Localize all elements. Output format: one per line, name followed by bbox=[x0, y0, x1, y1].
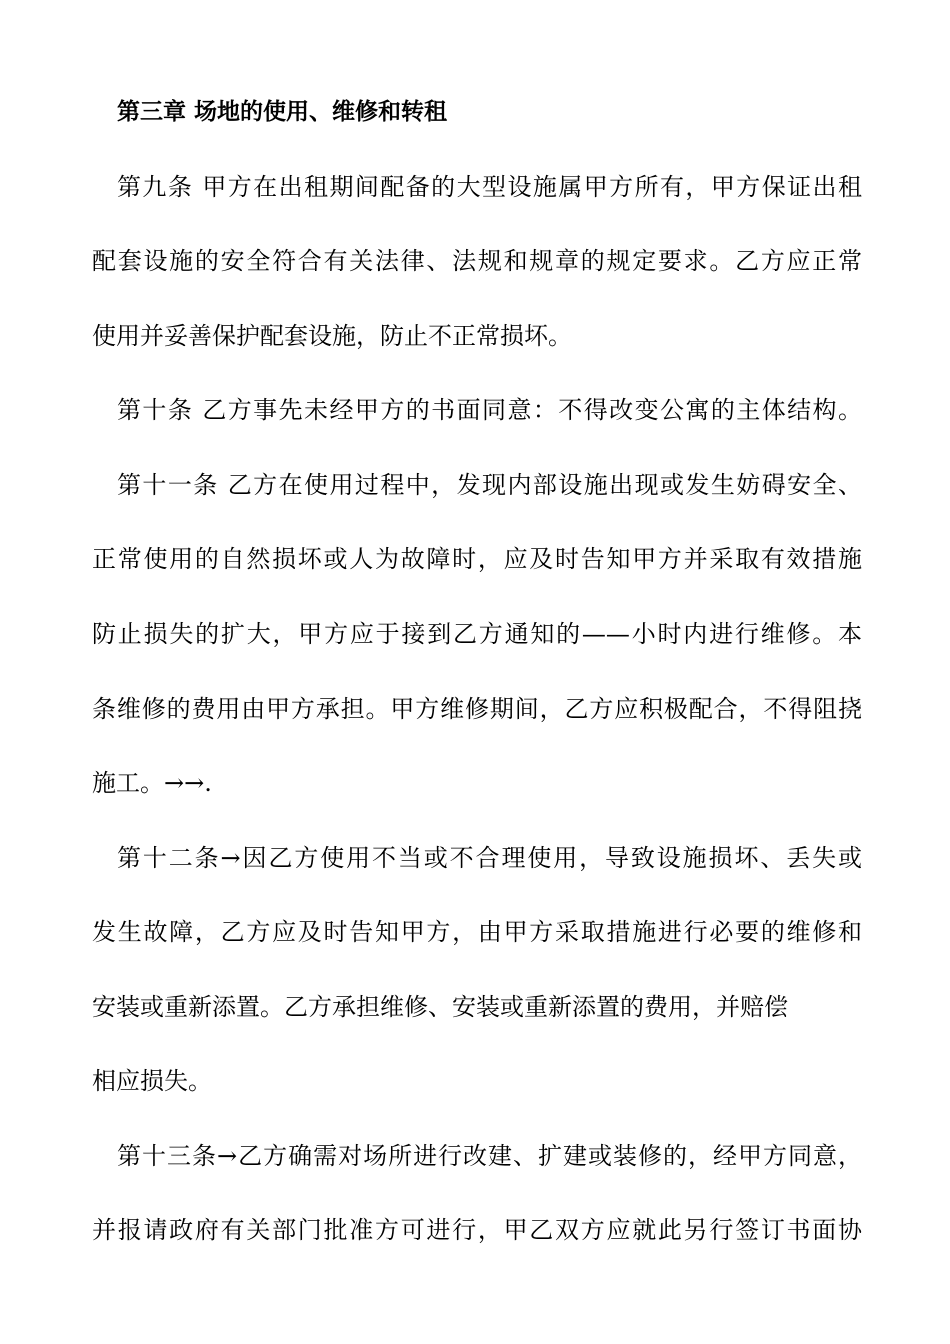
chapter-title: 第三章 场地的使用、维修和转租 bbox=[117, 99, 448, 125]
article-11-line-2: 正常使用的自然损坏或人为故障时，应及时告知甲方并采取有效措施 bbox=[92, 545, 862, 573]
article-12-line-1: 第十二条→因乙方使用不当或不合理使用，导致设施损坏、丢失或 bbox=[117, 844, 862, 872]
article-11-line-4: 条维修的费用由甲方承担。甲方维修期间，乙方应积极配合，不得阻挠 bbox=[92, 695, 862, 723]
article-9-line-2: 配套设施的安全符合有关法律、法规和规章的规定要求。乙方应正常 bbox=[92, 247, 862, 275]
article-12-line-3: 安装或重新添置。乙方承担维修、安装或重新添置的费用，并赔偿 bbox=[92, 993, 788, 1021]
article-12-line-4: 相应损失。 bbox=[92, 1067, 212, 1095]
article-11-line-5: 施工。→→. bbox=[92, 769, 212, 797]
article-13-line-1: 第十三条→乙方确需对场所进行改建、扩建或装修的，经甲方同意， bbox=[117, 1142, 862, 1170]
article-9-line-1: 第九条 甲方在出租期间配备的大型设施属甲方所有，甲方保证出租 bbox=[117, 173, 862, 201]
article-11-line-3: 防止损失的扩大，甲方应于接到乙方通知的——小时内进行维修。本 bbox=[92, 620, 862, 648]
article-10-line-1: 第十条 乙方事先未经甲方的书面同意：不得改变公寓的主体结构。 bbox=[117, 396, 862, 424]
article-12-line-2: 发生故障，乙方应及时告知甲方，由甲方采取措施进行必要的维修和 bbox=[92, 918, 862, 946]
article-9-line-3: 使用并妥善保护配套设施，防止不正常损坏。 bbox=[92, 322, 572, 350]
article-11-line-1: 第十一条 乙方在使用过程中，发现内部设施出现或发生妨碍安全、 bbox=[117, 471, 862, 499]
article-13-line-2: 并报请政府有关部门批准方可进行，甲乙双方应就此另行签订书面协 bbox=[92, 1216, 862, 1244]
